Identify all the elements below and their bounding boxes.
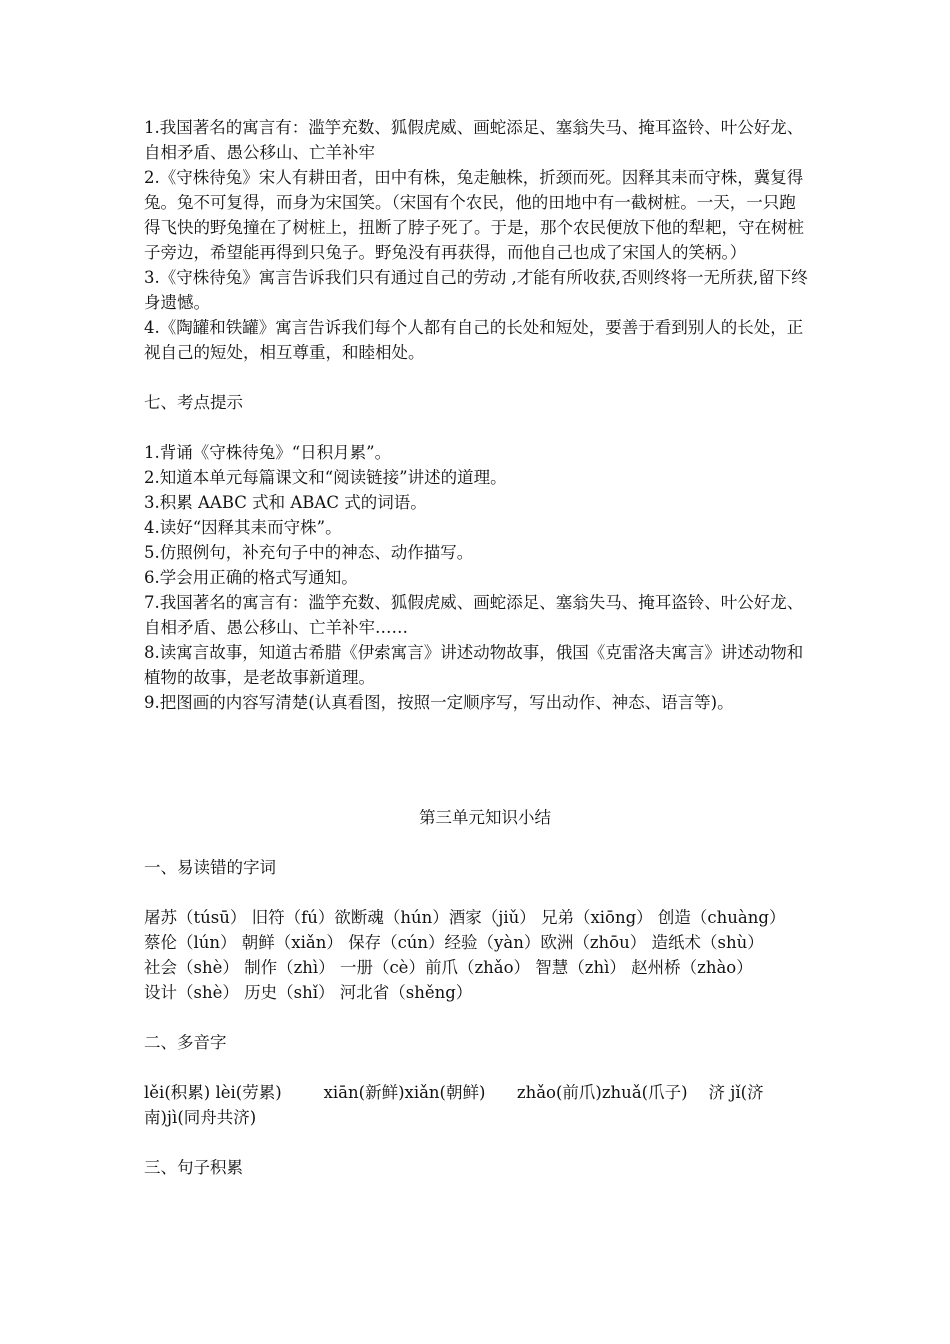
fable-item-3: 3.《守株待兔》寓言告诉我们只有通过自己的劳动 ,才能有所收获,否则终将一无所获,留下终身遗憾。 (144, 268, 808, 312)
polyphonic-list (144, 1080, 812, 1130)
exam-point-9: 9.把图画的内容写清楚(认真看图，按照一定顺序写，写出动作、神态、语言等)。 (144, 693, 734, 712)
exam-point-6: 6.学会用正确的格式写通知。 (144, 568, 358, 587)
misread-words-line-2: 蔡伦（lún） 朝鲜（xiǎn） 保存（cún）经验（yàn）欧洲（zhōu） 造纸术（shù） (144, 933, 764, 952)
document-page (144, 115, 812, 1180)
misread-words-heading: 一、易读错的字词 (144, 858, 276, 877)
exam-point-7: 7.我国著名的寓言有：滥竽充数、狐假虎威、画蛇添足、塞翁失马、掩耳盗铃、叶公好龙、自相矛盾、愚公移山、亡羊补牢…… (144, 593, 804, 637)
misread-words-line-1: 屠苏（túsū） 旧符（fú）欲断魂（hún）酒家（jiǔ） 兄弟（xiōng） 创造（chuàng） (144, 908, 786, 927)
unit3-title: 第三单元知识小结 (419, 808, 551, 827)
misread-words-list (144, 905, 812, 1005)
fable-item-1: 1.我国著名的寓言有：滥竽充数、狐假虎威、画蛇添足、塞翁失马、掩耳盗铃、叶公好龙、自相矛盾、愚公移山、亡羊补牢 (144, 118, 804, 162)
misread-words-line-3: 社会（shè） 制作（zhì） 一册（cè）前爪（zhǎo） 智慧（zhì） 赵州桥（zhào） (144, 958, 753, 977)
polyphonic-heading: 二、多音字 (144, 1033, 227, 1052)
fables-section (144, 115, 812, 365)
exam-point-1: 1.背诵《守株待兔》“日积月累”。 (144, 443, 392, 462)
polyphonic-line-2: 南)jì(同舟共济) (144, 1108, 257, 1127)
exam-point-5: 5.仿照例句，补充句子中的神态、动作描写。 (144, 543, 474, 562)
polyphonic-line-1: lěi(积累) lèi(劳累) xiān(新鲜)xiǎn(朝鲜) zhǎo(前爪)zhuǎ(爪子) 济 jǐ(济 (144, 1083, 764, 1102)
fable-item-4: 4.《陶罐和铁罐》寓言告诉我们每个人都有自己的长处和短处，要善于看到别人的长处，正视自己的短处，相互尊重，和睦相处。 (144, 318, 804, 362)
misread-words-line-4: 设计（shè） 历史（shǐ） 河北省（shěng） (144, 983, 473, 1002)
fable-item-2: 2.《守株待兔》宋人有耕田者，田中有株，兔走触株，折颈而死。因释其耒而守株，冀复得兔。兔不可复得，而身为宋国笑。（宋国有个农民，他的田地中有一截树桩。一天，一只跑得飞快的野兔撞在了树桩上，扭断了脖子死了。于是，那个农民便放下他的犁耙，守在树桩子旁边，希望能再得到只兔子。野兔没有再获得，而他自己也成了宋国人的笑柄。） (144, 168, 804, 262)
exam-point-2: 2.知道本单元每篇课文和“阅读链接”讲述的道理。 (144, 468, 507, 487)
exam-point-8: 8.读寓言故事，知道古希腊《伊索寓言》讲述动物故事，俄国《克雷洛夫寓言》讲述动物和植物的故事，是老故事新道理。 (144, 643, 804, 687)
exam-points-list (144, 440, 812, 715)
exam-point-3: 3.积累 AABC 式和 ABAC 式的词语。 (144, 493, 427, 512)
exam-points-heading: 七、考点提示 (144, 393, 243, 412)
exam-point-4: 4.读好“因释其耒而守株”。 (144, 518, 342, 537)
sentences-heading: 三、句子积累 (144, 1158, 243, 1177)
